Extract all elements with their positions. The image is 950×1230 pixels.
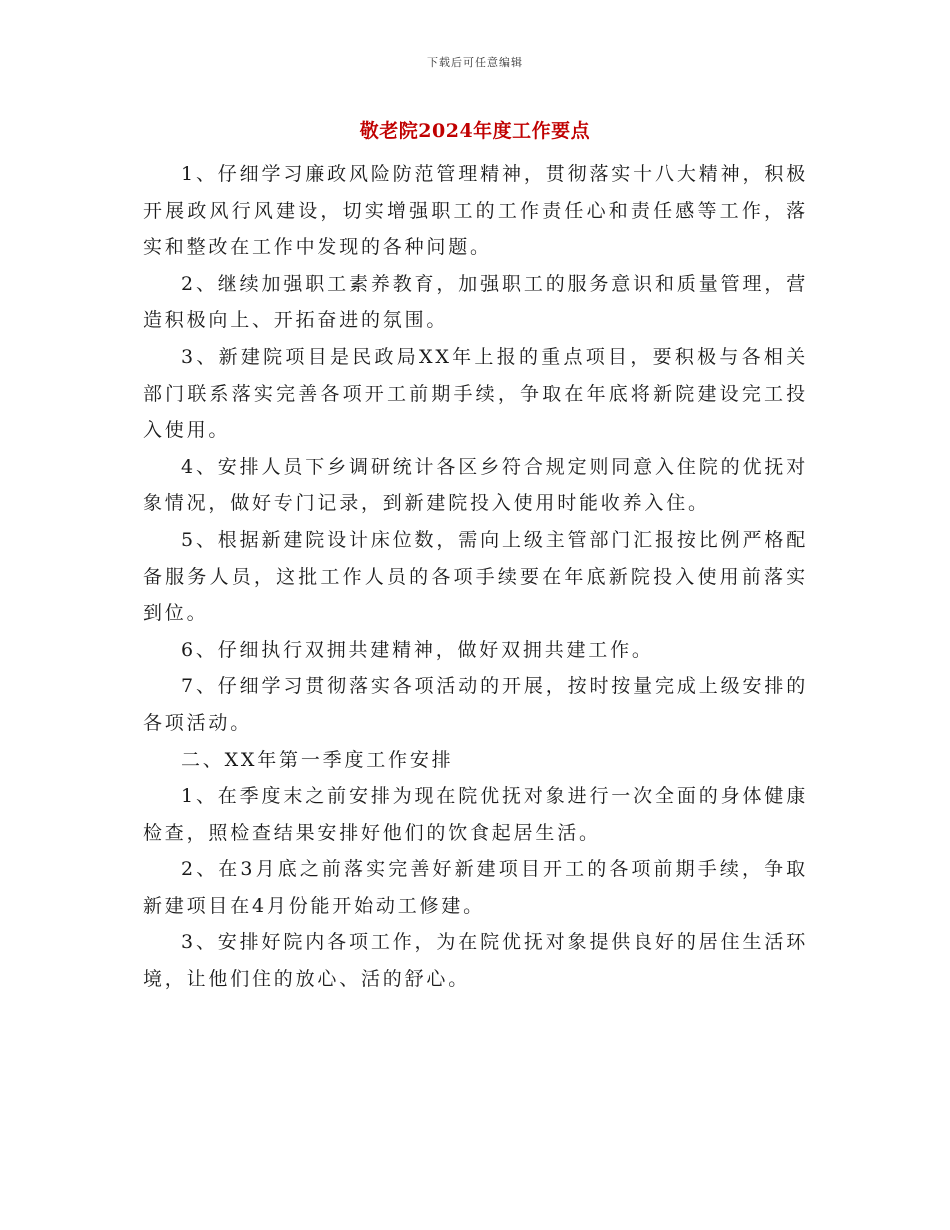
paragraph: 3、新建院项目是民政局XX年上报的重点项目，要积极与各相关部门联系落实完善各项开工前期手续，争取在年底将新院建设完工投入使用。 xyxy=(143,345,808,442)
section-heading: 二、XX年第一季度工作安排 xyxy=(181,748,454,771)
paragraph: 6、仔细执行双拥共建精神，做好双拥共建工作。 xyxy=(181,638,654,661)
paragraph: 4、安排人员下乡调研统计各区乡符合规定则同意入住院的优抚对象情况，做好专门记录，到新建院投入使用时能收养入住。 xyxy=(143,455,808,515)
header-note: 下载后可任意编辑 xyxy=(427,56,523,69)
paragraph: 1、仔细学习廉政风险防范管理精神，贯彻落实十八大精神，积极开展政风行风建设，切实增强职工的工作责任心和责任感等工作，落实和整改在工作中发现的各种问题。 xyxy=(143,163,808,259)
paragraph: 5、根据新建院设计床位数，需向上级主管部门汇报按比例严格配备服务人员，这批工作人员的各项手续要在年底新院投入使用前落实到位。 xyxy=(143,528,808,625)
paragraph: 3、安排好院内各项工作，为在院优抚对象提供良好的居住生活环境，让他们住的放心、活的舒心。 xyxy=(143,931,808,991)
paragraph: 1、在季度末之前安排为现在院优抚对象进行一次全面的身体健康检查，照检查结果安排好他们的饮食起居生活。 xyxy=(143,785,808,844)
paragraph: 7、仔细学习贯彻落实各项活动的开展，按时按量完成上级安排的各项活动。 xyxy=(143,675,808,734)
document-body xyxy=(143,156,808,998)
paragraph: 2、在3月底之前落实完善好新建项目开工的各项前期手续，争取新建项目在4月份能开始动工修建。 xyxy=(143,858,808,917)
paragraph: 2、继续加强职工素养教育，加强职工的服务意识和质量管理，营造积极向上、开拓奋进的氛围。 xyxy=(143,272,808,332)
document-title: 敬老院2024年度工作要点 xyxy=(359,120,591,142)
